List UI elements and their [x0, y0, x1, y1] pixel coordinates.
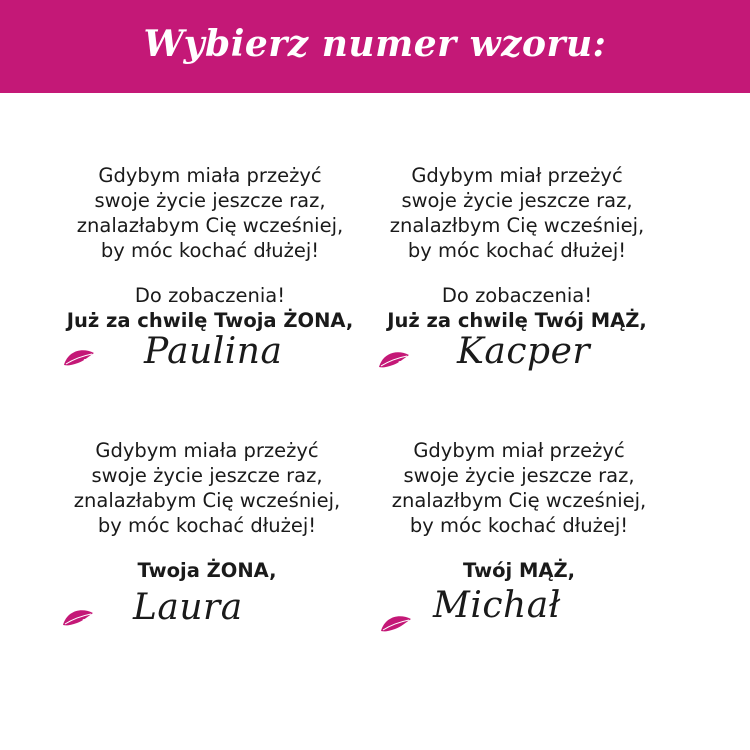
option-number: 2: [398, 360, 404, 369]
poem-line: Gdybym miał przeżyć: [413, 439, 625, 462]
greeting-text: Do zobaczenia!: [134, 284, 286, 307]
poem-line: swoje życie jeszcze raz,: [91, 464, 323, 487]
poem-line: by móc kochać dłużej!: [97, 514, 317, 537]
feather-icon: [379, 611, 413, 635]
poem-line: swoje życie jeszcze raz,: [403, 464, 635, 487]
header-banner: [0, 0, 750, 93]
design-option-4[interactable]: [349, 438, 689, 631]
poem-line: znalazłabym Cię wcześniej,: [76, 214, 344, 237]
poem-line: znalazłabym Cię wcześniej,: [73, 489, 341, 512]
poem-line: znalazłbym Cię wcześniej,: [391, 489, 647, 512]
feather-icon: [377, 347, 411, 371]
design-option-3[interactable]: [37, 438, 377, 631]
design-option-1[interactable]: [40, 163, 380, 381]
option-number: 3: [82, 618, 88, 627]
poem-line: znalazłbym Cię wcześniej,: [389, 214, 645, 237]
signature-text: Paulina: [144, 331, 283, 372]
poem-line: by móc kochać dłużej!: [100, 239, 320, 262]
option-number: 1: [83, 358, 89, 367]
closing-text: Twój MĄŻ,: [462, 559, 576, 582]
signature-text: Michał: [433, 585, 561, 626]
poem-line: Gdybym miała przeżyć: [95, 439, 319, 462]
poem-line: swoje życie jeszcze raz,: [401, 189, 633, 212]
design-option-2[interactable]: [347, 163, 687, 381]
poem-line: Gdybym miał przeżyć: [411, 164, 623, 187]
closing-text: Twoja ŻONA,: [137, 559, 277, 582]
option-number: 4: [400, 624, 406, 633]
closing-text: Już za chwilę Twoja ŻONA,: [66, 309, 354, 332]
poem-line: swoje życie jeszcze raz,: [94, 189, 326, 212]
greeting-text: Do zobaczenia!: [441, 284, 593, 307]
poem-line: by móc kochać dłużej!: [407, 239, 627, 262]
closing-text: Już za chwilę Twój MĄŻ,: [387, 309, 647, 332]
signature-text: Laura: [133, 587, 243, 628]
feather-icon: [61, 605, 95, 629]
feather-icon: [62, 345, 96, 369]
signature-text: Kacper: [457, 331, 591, 372]
poem-line: by móc kochać dłużej!: [409, 514, 629, 537]
poem-line: Gdybym miała przeżyć: [98, 164, 322, 187]
page-title: Wybierz numer wzoru:: [143, 22, 607, 65]
